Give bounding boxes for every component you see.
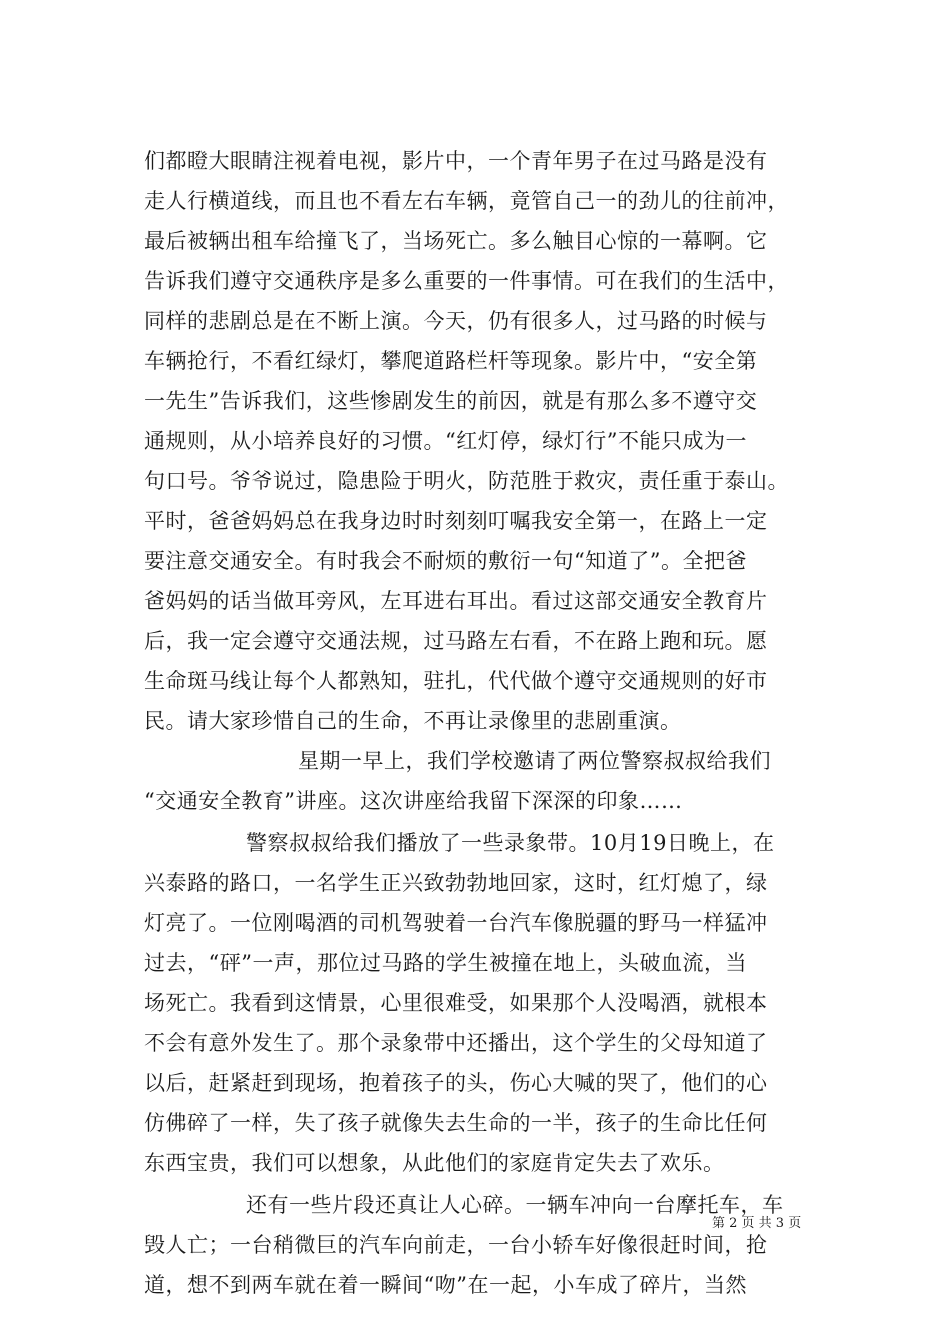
text-line: 毁人亡；一台稍微巨的汽车向前走，一台小轿车好像很赶时间，抢	[144, 1233, 768, 1257]
text-line: 平时，爸爸妈妈总在我身边时时刻刻叮嘱我安全第一，在路上一定	[144, 509, 768, 533]
text-line: 告诉我们遵守交通秩序是多么重要的一件事情。可在我们的生活中，	[144, 269, 789, 293]
text-line: 民。请大家珍惜自己的生命，不再让录像里的悲剧重演。	[144, 709, 682, 733]
text-line: 生命斑马线让每个人都熟知，驻扎，代代做个遵守交通规则的好市	[144, 669, 768, 693]
text-line: 场死亡。我看到这情景，心里很难受，如果那个人没喝酒，就根本	[144, 991, 768, 1015]
page-number: 第 2 页 共 3 页	[712, 1216, 802, 1231]
text-line: 星期一早上，我们学校邀请了两位警察叔叔给我们	[298, 749, 771, 773]
text-line: 仿佛碎了一样，失了孩子就像失去生命的一半，孩子的生命比任何	[144, 1111, 768, 1135]
text-line: 不会有意外发生了。那个录象带中还播出，这个学生的父母知道了	[144, 1031, 768, 1055]
text-line: 最后被辆出租车给撞飞了，当场死亡。多么触目心惊的一幕啊。它	[144, 229, 768, 253]
text-line: 走人行横道线，而且也不看左右车辆，竟管自己一的劲儿的往前冲，	[144, 189, 789, 213]
text-line: 要注意交通安全。有时我会不耐烦的敷衍一句“知道了”。全把爸	[144, 549, 747, 573]
text-line: 灯亮了。一位刚喝酒的司机驾驶着一台汽车像脱疆的野马一样猛冲	[144, 911, 768, 935]
text-line: 一先生”告诉我们，这些惨剧发生的前因，就是有那么多不遵守交	[144, 389, 758, 413]
text-line: 过去，“砰”一声，那位过马路的学生被撞在地上，头破血流，当	[144, 951, 747, 975]
text-line: 同样的悲剧总是在不断上演。今天，仍有很多人，过马路的时候与	[144, 309, 768, 333]
text-line: 还有一些片段还真让人心碎。一辆车冲向一台摩托车，车	[246, 1193, 784, 1217]
text-line: “交通安全教育”讲座。这次讲座给我留下深深的印象……	[144, 789, 683, 813]
text-line: 车辆抢行，不看红绿灯，攀爬道路栏杆等现象。影片中，“安全第	[144, 349, 758, 373]
text-line: 通规则，从小培养良好的习惯。“红灯停，绿灯行”不能只成为一	[144, 429, 747, 453]
text-line: 以后，赶紧赶到现场，抱着孩子的头，伤心大喊的哭了，他们的心	[144, 1071, 768, 1095]
text-line: 兴泰路的路口，一名学生正兴致勃勃地回家，这时，红灯熄了，绿	[144, 871, 768, 895]
text-line: 警察叔叔给我们播放了一些录象带。10月19日晚上，在	[246, 831, 775, 855]
text-line: 句口号。爷爷说过，隐患险于明火，防范胜于救灾，责任重于泰山。	[144, 469, 789, 493]
text-line: 道，想不到两车就在着一瞬间“吻”在一起，小车成了碎片，当然	[144, 1273, 747, 1297]
text-line: 们都瞪大眼睛注视着电视，影片中，一个青年男子在过马路是没有	[144, 149, 768, 173]
text-line: 东西宝贵，我们可以想象，从此他们的家庭肯定失去了欢乐。	[144, 1151, 725, 1175]
text-line: 爸妈妈的话当做耳旁风，左耳进右耳出。看过这部交通安全教育片	[144, 589, 768, 613]
text-line: 后，我一定会遵守交通法规，过马路左右看，不在路上跑和玩。愿	[144, 629, 768, 653]
